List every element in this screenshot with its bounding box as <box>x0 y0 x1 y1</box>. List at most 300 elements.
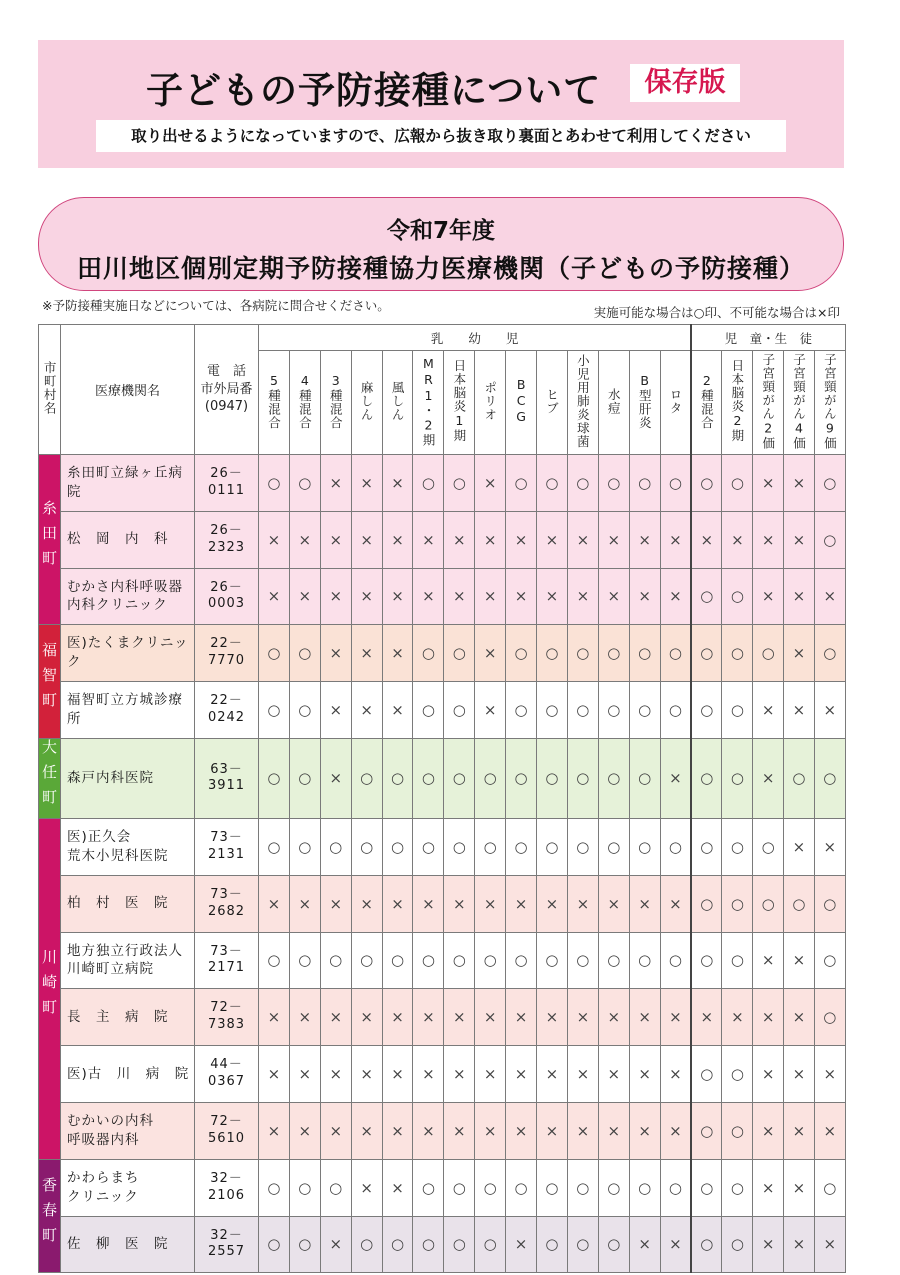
mark-available: ○ <box>413 625 444 682</box>
mark-available: ○ <box>814 875 845 932</box>
clinic-phone: 73－ 2131 <box>195 818 259 875</box>
vaccine-header <box>506 351 537 455</box>
clinic-name: 長 主 病 院 <box>61 989 195 1046</box>
table-row <box>39 1216 846 1273</box>
mark-available: ○ <box>722 818 753 875</box>
section-heading <box>38 197 844 291</box>
mark-available: ○ <box>444 682 475 739</box>
mark-available: ○ <box>506 455 537 512</box>
mark-available: ○ <box>814 738 845 818</box>
mark-unavailable: × <box>691 511 722 568</box>
mark-unavailable: × <box>784 625 815 682</box>
mark-available: ○ <box>537 682 568 739</box>
mark-unavailable: × <box>382 1102 413 1159</box>
mark-unavailable: × <box>320 455 351 512</box>
mark-available: ○ <box>722 455 753 512</box>
mark-unavailable: × <box>753 511 784 568</box>
mark-unavailable: × <box>814 1046 845 1103</box>
mark-available: ○ <box>506 818 537 875</box>
mark-unavailable: × <box>444 511 475 568</box>
header-group-infant: 乳 幼 児 <box>259 325 692 351</box>
mark-unavailable: × <box>784 932 815 989</box>
mark-available: ○ <box>320 818 351 875</box>
mark-unavailable: × <box>598 1102 629 1159</box>
mark-unavailable: × <box>475 625 506 682</box>
mark-unavailable: × <box>382 989 413 1046</box>
mark-available: ○ <box>475 818 506 875</box>
mark-available: ○ <box>259 455 290 512</box>
mark-available: ○ <box>444 455 475 512</box>
mark-available: ○ <box>351 932 382 989</box>
vaccine-header <box>814 351 845 455</box>
mark-available: ○ <box>382 932 413 989</box>
mark-available: ○ <box>444 1159 475 1216</box>
mark-unavailable: × <box>753 568 784 625</box>
vaccine-header <box>691 351 722 455</box>
mark-available: ○ <box>567 455 598 512</box>
mark-unavailable: × <box>444 875 475 932</box>
vaccine-label: 小児用肺炎球菌 <box>575 353 591 449</box>
clinic-phone: 26－ 2323 <box>195 511 259 568</box>
mark-available: ○ <box>259 738 290 818</box>
mark-available: ○ <box>660 682 691 739</box>
mark-unavailable: × <box>351 511 382 568</box>
mark-unavailable: × <box>629 568 660 625</box>
mark-available: ○ <box>351 738 382 818</box>
mark-unavailable: × <box>537 1102 568 1159</box>
mark-unavailable: × <box>351 455 382 512</box>
mark-unavailable: × <box>660 1046 691 1103</box>
mark-unavailable: × <box>629 1102 660 1159</box>
mark-available: ○ <box>722 932 753 989</box>
table-row <box>39 989 846 1046</box>
clinic-phone: 32－ 2106 <box>195 1159 259 1216</box>
mark-unavailable: × <box>660 1102 691 1159</box>
mark-unavailable: × <box>660 511 691 568</box>
mark-available: ○ <box>660 932 691 989</box>
mark-unavailable: × <box>382 455 413 512</box>
mark-unavailable: × <box>629 1216 660 1273</box>
mark-unavailable: × <box>567 511 598 568</box>
mark-unavailable: × <box>320 875 351 932</box>
mark-available: ○ <box>444 625 475 682</box>
mark-unavailable: × <box>413 511 444 568</box>
mark-available: ○ <box>722 682 753 739</box>
mark-unavailable: × <box>259 989 290 1046</box>
mark-unavailable: × <box>475 989 506 1046</box>
mark-unavailable: × <box>475 1102 506 1159</box>
mark-unavailable: × <box>629 511 660 568</box>
table-row <box>39 875 846 932</box>
mark-unavailable: × <box>691 989 722 1046</box>
mark-available: ○ <box>289 1216 320 1273</box>
mark-available: ○ <box>814 1159 845 1216</box>
mark-unavailable: × <box>660 568 691 625</box>
mark-unavailable: × <box>753 455 784 512</box>
mark-available: ○ <box>567 625 598 682</box>
mark-unavailable: × <box>351 989 382 1046</box>
mark-unavailable: × <box>444 1046 475 1103</box>
mark-unavailable: × <box>413 1102 444 1159</box>
clinic-name: 森戸内科医院 <box>61 738 195 818</box>
mark-unavailable: × <box>753 1102 784 1159</box>
mark-unavailable: × <box>814 1216 845 1273</box>
mark-available: ○ <box>784 875 815 932</box>
mark-unavailable: × <box>784 989 815 1046</box>
mark-unavailable: × <box>382 625 413 682</box>
mark-available: ○ <box>691 625 722 682</box>
municipality-name: 大任町 <box>40 738 58 814</box>
mark-unavailable: × <box>753 932 784 989</box>
mark-available: ○ <box>259 1159 290 1216</box>
table-row <box>39 511 846 568</box>
vaccine-header <box>320 351 351 455</box>
mark-available: ○ <box>567 682 598 739</box>
header-clinic-name: 医療機関名 <box>61 325 195 455</box>
contact-note: ※予防接種実施日などについては、各病院に問合せください。 <box>42 298 390 313</box>
mark-available: ○ <box>413 1159 444 1216</box>
mark-available: ○ <box>289 1159 320 1216</box>
mark-available: ○ <box>289 625 320 682</box>
mark-unavailable: × <box>382 568 413 625</box>
clinic-name: 医)古 川 病 院 <box>61 1046 195 1103</box>
clinic-name: 糸田町立緑ヶ丘病院 <box>61 455 195 512</box>
mark-unavailable: × <box>598 989 629 1046</box>
mark-available: ○ <box>444 1216 475 1273</box>
clinic-vaccine-table <box>38 324 846 1273</box>
vaccine-header <box>537 351 568 455</box>
mark-available: ○ <box>506 625 537 682</box>
vaccine-header <box>413 351 444 455</box>
mark-available: ○ <box>475 738 506 818</box>
vaccine-label: 2種混合 <box>699 372 715 430</box>
vaccine-label: 水痘 <box>606 387 622 415</box>
mark-available: ○ <box>691 1159 722 1216</box>
mark-available: ○ <box>598 738 629 818</box>
mark-available: ○ <box>598 682 629 739</box>
mark-available: ○ <box>475 1159 506 1216</box>
municipality-name: 糸田町 <box>40 500 58 576</box>
mark-unavailable: × <box>320 568 351 625</box>
municipality-name: 香春町 <box>40 1176 58 1252</box>
mark-available: ○ <box>753 875 784 932</box>
mark-available: ○ <box>722 625 753 682</box>
mark-unavailable: × <box>567 875 598 932</box>
mark-available: ○ <box>567 738 598 818</box>
mark-available: ○ <box>506 682 537 739</box>
mark-available: ○ <box>691 1102 722 1159</box>
clinic-phone: 26－ 0003 <box>195 568 259 625</box>
mark-unavailable: × <box>289 511 320 568</box>
mark-unavailable: × <box>537 875 568 932</box>
mark-unavailable: × <box>784 682 815 739</box>
mark-available: ○ <box>567 1159 598 1216</box>
clinic-name: むかさ内科呼吸器 内科クリニック <box>61 568 195 625</box>
mark-unavailable: × <box>320 738 351 818</box>
vaccine-header <box>351 351 382 455</box>
vaccine-header <box>753 351 784 455</box>
mark-unavailable: × <box>382 875 413 932</box>
table-row <box>39 625 846 682</box>
mark-available: ○ <box>691 455 722 512</box>
mark-available: ○ <box>814 625 845 682</box>
mark-unavailable: × <box>289 1102 320 1159</box>
mark-unavailable: × <box>289 875 320 932</box>
mark-unavailable: × <box>259 1102 290 1159</box>
clinic-phone: 32－ 2557 <box>195 1216 259 1273</box>
mark-available: ○ <box>413 932 444 989</box>
clinic-phone: 73－ 2682 <box>195 875 259 932</box>
usage-note: 取り出せるようになっていますので、広報から抜き取り裏面とあわせて利用してください <box>96 120 786 152</box>
mark-available: ○ <box>259 818 290 875</box>
mark-available: ○ <box>537 818 568 875</box>
municipality-cell <box>39 818 61 1159</box>
vaccine-header <box>567 351 598 455</box>
clinic-name: 松 岡 内 科 <box>61 511 195 568</box>
table-row <box>39 1046 846 1103</box>
clinic-name: 地方独立行政法人 川崎町立病院 <box>61 932 195 989</box>
mark-available: ○ <box>753 818 784 875</box>
clinic-phone: 73－ 2171 <box>195 932 259 989</box>
vaccine-header <box>382 351 413 455</box>
mark-available: ○ <box>320 932 351 989</box>
mark-unavailable: × <box>506 511 537 568</box>
mark-unavailable: × <box>567 1102 598 1159</box>
mark-unavailable: × <box>537 568 568 625</box>
vaccine-header <box>259 351 290 455</box>
vaccine-label: 5種混合 <box>266 372 282 430</box>
mark-unavailable: × <box>289 989 320 1046</box>
vaccine-header <box>722 351 753 455</box>
mark-available: ○ <box>289 818 320 875</box>
municipality-cell <box>39 455 61 625</box>
clinic-phone: 72－ 5610 <box>195 1102 259 1159</box>
mark-unavailable: × <box>259 511 290 568</box>
clinic-name: 佐 柳 医 院 <box>61 1216 195 1273</box>
mark-unavailable: × <box>784 818 815 875</box>
mark-available: ○ <box>475 1216 506 1273</box>
mark-unavailable: × <box>784 1102 815 1159</box>
vaccine-label: 子宮頸がん4価 <box>791 352 807 450</box>
mark-available: ○ <box>660 1159 691 1216</box>
mark-unavailable: × <box>784 1046 815 1103</box>
mark-unavailable: × <box>660 989 691 1046</box>
mark-available: ○ <box>691 1216 722 1273</box>
mark-unavailable: × <box>784 1216 815 1273</box>
vaccine-label: BCG <box>513 377 529 425</box>
keep-edition-badge: 保存版 <box>630 64 740 102</box>
clinic-phone: 63－ 3911 <box>195 738 259 818</box>
mark-unavailable: × <box>506 568 537 625</box>
mark-unavailable: × <box>320 511 351 568</box>
mark-unavailable: × <box>382 1046 413 1103</box>
vaccine-header <box>784 351 815 455</box>
vaccine-label: 子宮頸がん2価 <box>760 352 776 450</box>
vaccine-header <box>598 351 629 455</box>
mark-available: ○ <box>537 1216 568 1273</box>
mark-available: ○ <box>629 625 660 682</box>
vaccine-label: 風しん <box>390 380 406 422</box>
clinic-phone: 22－ 7770 <box>195 625 259 682</box>
mark-unavailable: × <box>537 511 568 568</box>
mark-available: ○ <box>629 455 660 512</box>
mark-unavailable: × <box>753 738 784 818</box>
mark-available: ○ <box>722 1159 753 1216</box>
mark-available: ○ <box>598 818 629 875</box>
mark-unavailable: × <box>784 568 815 625</box>
mark-unavailable: × <box>784 1159 815 1216</box>
vaccine-header <box>629 351 660 455</box>
mark-available: ○ <box>289 932 320 989</box>
mark-unavailable: × <box>506 989 537 1046</box>
mark-unavailable: × <box>506 1046 537 1103</box>
mark-unavailable: × <box>382 682 413 739</box>
clinic-phone: 22－ 0242 <box>195 682 259 739</box>
mark-available: ○ <box>629 738 660 818</box>
clinic-phone: 26－ 0111 <box>195 455 259 512</box>
mark-available: ○ <box>413 738 444 818</box>
fiscal-year: 令和7年度 <box>386 218 495 244</box>
header-phone: 電 話 市外局番 (0947) <box>195 325 259 455</box>
vaccine-label: 麻しん <box>359 380 375 422</box>
mark-unavailable: × <box>351 1102 382 1159</box>
mark-unavailable: × <box>382 511 413 568</box>
municipality-cell <box>39 625 61 739</box>
mark-available: ○ <box>506 738 537 818</box>
mark-available: ○ <box>537 1159 568 1216</box>
mark-available: ○ <box>753 625 784 682</box>
vaccine-label: ヒブ <box>544 387 560 415</box>
mark-unavailable: × <box>784 455 815 512</box>
table-row <box>39 455 846 512</box>
mark-unavailable: × <box>660 875 691 932</box>
vaccine-label: 日本脳炎2期 <box>729 359 745 443</box>
table-row <box>39 738 846 818</box>
mark-unavailable: × <box>413 989 444 1046</box>
mark-unavailable: × <box>722 989 753 1046</box>
mark-unavailable: × <box>784 511 815 568</box>
mark-available: ○ <box>598 455 629 512</box>
mark-available: ○ <box>444 818 475 875</box>
mark-unavailable: × <box>567 1046 598 1103</box>
mark-available: ○ <box>598 1159 629 1216</box>
municipality-name: 川崎町 <box>40 949 58 1025</box>
mark-available: ○ <box>814 455 845 512</box>
mark-available: ○ <box>784 738 815 818</box>
vaccine-header <box>475 351 506 455</box>
mark-unavailable: × <box>413 568 444 625</box>
mark-unavailable: × <box>537 1046 568 1103</box>
mark-available: ○ <box>629 682 660 739</box>
legend-note: 実施可能な場合は○印、不可能な場合は×印 <box>593 305 840 320</box>
mark-available: ○ <box>691 932 722 989</box>
mark-unavailable: × <box>259 1046 290 1103</box>
mark-unavailable: × <box>351 625 382 682</box>
mark-available: ○ <box>814 989 845 1046</box>
mark-unavailable: × <box>629 1046 660 1103</box>
mark-available: ○ <box>413 818 444 875</box>
table-row <box>39 1159 846 1216</box>
mark-available: ○ <box>598 1216 629 1273</box>
mark-unavailable: × <box>753 1159 784 1216</box>
mark-unavailable: × <box>413 1046 444 1103</box>
mark-available: ○ <box>567 818 598 875</box>
mark-available: ○ <box>537 738 568 818</box>
mark-unavailable: × <box>722 511 753 568</box>
mark-unavailable: × <box>351 1046 382 1103</box>
mark-available: ○ <box>475 932 506 989</box>
clinic-name: かわらまち クリニック <box>61 1159 195 1216</box>
vaccine-header <box>444 351 475 455</box>
mark-unavailable: × <box>351 875 382 932</box>
header-row-groups <box>39 325 846 351</box>
mark-available: ○ <box>259 625 290 682</box>
vaccine-label: 3種混合 <box>328 372 344 430</box>
table-row <box>39 932 846 989</box>
mark-available: ○ <box>351 818 382 875</box>
mark-unavailable: × <box>814 818 845 875</box>
mark-available: ○ <box>351 1216 382 1273</box>
mark-available: ○ <box>413 1216 444 1273</box>
mark-unavailable: × <box>351 568 382 625</box>
section-title: 田川地区個別定期予防接種協力医療機関（子どもの予防接種） <box>76 254 805 283</box>
clinic-name: 福智町立方城診療所 <box>61 682 195 739</box>
mark-unavailable: × <box>506 1102 537 1159</box>
mark-available: ○ <box>289 455 320 512</box>
mark-unavailable: × <box>320 1216 351 1273</box>
mark-available: ○ <box>691 875 722 932</box>
mark-available: ○ <box>629 932 660 989</box>
mark-unavailable: × <box>320 625 351 682</box>
mark-unavailable: × <box>289 1046 320 1103</box>
mark-available: ○ <box>722 1216 753 1273</box>
mark-available: ○ <box>382 818 413 875</box>
mark-available: ○ <box>259 682 290 739</box>
mark-unavailable: × <box>814 682 845 739</box>
mark-available: ○ <box>660 625 691 682</box>
mark-available: ○ <box>382 738 413 818</box>
header-municipality-label: 市町村名 <box>42 361 58 415</box>
vaccine-label: ロタ <box>667 387 683 415</box>
vaccine-label: 子宮頸がん9価 <box>822 352 838 450</box>
mark-available: ○ <box>814 932 845 989</box>
mark-unavailable: × <box>444 568 475 625</box>
mark-available: ○ <box>289 738 320 818</box>
mark-available: ○ <box>691 568 722 625</box>
municipality-cell <box>39 1159 61 1273</box>
mark-unavailable: × <box>475 1046 506 1103</box>
clinic-name: 医)たくまクリニック <box>61 625 195 682</box>
mark-available: ○ <box>537 455 568 512</box>
mark-available: ○ <box>259 1216 290 1273</box>
mark-available: ○ <box>382 1216 413 1273</box>
mark-available: ○ <box>598 625 629 682</box>
header-group-student: 児 童・生 徒 <box>691 325 845 351</box>
mark-available: ○ <box>289 682 320 739</box>
mark-available: ○ <box>691 818 722 875</box>
municipality-cell <box>39 738 61 818</box>
vaccine-label: B型肝炎 <box>637 372 653 430</box>
clinic-phone: 72－ 7383 <box>195 989 259 1046</box>
mark-available: ○ <box>537 625 568 682</box>
mark-unavailable: × <box>567 568 598 625</box>
vaccine-label: 4種混合 <box>297 372 313 430</box>
mark-available: ○ <box>506 1159 537 1216</box>
mark-unavailable: × <box>753 989 784 1046</box>
mark-unavailable: × <box>753 1216 784 1273</box>
mark-unavailable: × <box>629 989 660 1046</box>
mark-unavailable: × <box>475 682 506 739</box>
